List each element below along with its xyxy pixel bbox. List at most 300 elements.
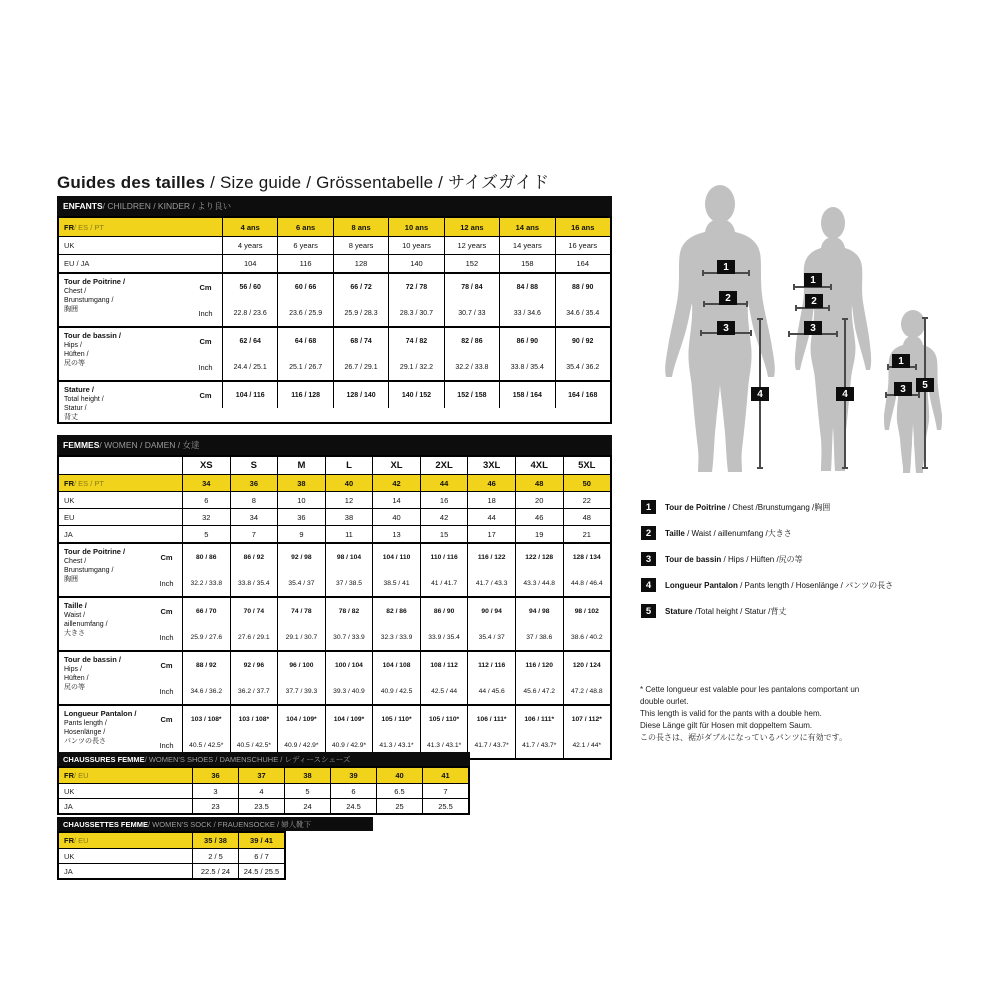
size-cell: 12 ans xyxy=(444,218,499,236)
row-label xyxy=(59,833,192,848)
measure-values xyxy=(189,328,610,380)
size-cell: 158 xyxy=(499,255,554,272)
measure-unit-row xyxy=(151,678,610,704)
measure-unit-row xyxy=(189,382,610,408)
size-cell: 36 xyxy=(192,768,238,783)
size-cell: 6 xyxy=(330,784,376,798)
measure-cell: 110 / 116 xyxy=(420,544,468,570)
size-cell: 6 years xyxy=(277,237,332,254)
measure-cell: 38.6 / 40.2 xyxy=(563,624,611,650)
unit-label: Cm xyxy=(160,606,173,616)
legend-term: Stature xyxy=(665,606,693,616)
legend-text xyxy=(665,580,893,591)
size-cell: 40 xyxy=(325,475,373,491)
shoes-header-translations: / WOMEN'S SHOES / DAMENSCHUHE / レディースシューズ xyxy=(144,754,351,764)
row-label-rest: JA xyxy=(64,529,73,539)
measure-cell: 140 / 152 xyxy=(388,382,443,408)
size-cell: 14 xyxy=(372,492,420,508)
size-cell: 36 xyxy=(277,509,325,525)
row-label xyxy=(59,492,182,508)
measure-cell: 112 / 116 xyxy=(467,652,515,678)
measure-unit-row xyxy=(189,354,610,380)
marker-waist: 2 xyxy=(805,294,823,308)
legend-number-badge: 1 xyxy=(641,500,656,514)
unit-label: Cm xyxy=(160,552,173,562)
measure-cell: 107 / 112* xyxy=(563,706,611,732)
measure-cell: 30.7 / 33.9 xyxy=(325,624,373,650)
measure-cell: 120 / 124 xyxy=(563,652,611,678)
unit-label: Inch xyxy=(159,578,174,588)
size-cell: S xyxy=(230,457,278,474)
legend-number-badge: 2 xyxy=(641,526,656,540)
page-title-main: Guides des tailles xyxy=(57,173,206,192)
size-cell: 2 / 5 xyxy=(192,849,238,863)
measure-unit-row xyxy=(151,544,610,570)
row-label xyxy=(59,768,192,783)
marker-chest: 1 xyxy=(804,273,822,287)
women-header-translations: / WOMEN / DAMEN / 女達 xyxy=(99,440,200,450)
measure-cell: 34.6 / 36.2 xyxy=(182,678,230,704)
size-cell: 15 xyxy=(420,526,468,542)
legend-term: Tour de bassin xyxy=(665,554,722,564)
size-cell: 50 xyxy=(563,475,611,491)
size-cell: 40 xyxy=(376,768,422,783)
row-label xyxy=(59,784,192,798)
unit-label: Cm xyxy=(199,336,212,346)
size-cell: 25.5 xyxy=(422,799,468,813)
size-cell: 10 years xyxy=(388,237,443,254)
size-cell: 20 xyxy=(515,492,563,508)
measure-label xyxy=(59,544,151,596)
size-cell: 164 xyxy=(555,255,610,272)
measure-unit-row xyxy=(189,300,610,326)
size-cell: 5 xyxy=(182,526,230,542)
measure-cell: 108 / 112 xyxy=(420,652,468,678)
size-cell: L xyxy=(325,457,373,474)
size-cell: 48 xyxy=(563,509,611,525)
size-cell: 40 xyxy=(372,509,420,525)
measure-label-line: Waist / xyxy=(64,611,86,619)
measure-cell: 37.7 / 39.3 xyxy=(277,678,325,704)
shoes-header-title: CHAUSSURES FEMME xyxy=(63,754,145,764)
size-cell: 34 xyxy=(230,509,278,525)
unit-label: Cm xyxy=(160,660,173,670)
footnote-line: この長さは、裾がダブルになっているパンツに有効です。 xyxy=(640,733,848,742)
size-cell: 46 xyxy=(467,475,515,491)
size-cell: 22.5 / 24 xyxy=(192,864,238,878)
size-table-row xyxy=(59,474,610,491)
legend-text xyxy=(665,528,792,539)
size-cell: 44 xyxy=(420,475,468,491)
size-cell: 128 xyxy=(333,255,388,272)
measure-cell: 70 / 74 xyxy=(230,598,278,624)
size-table-row xyxy=(59,491,610,508)
measure-cell: 40.9 / 42.9* xyxy=(325,732,373,758)
measure-cell: 104 / 109* xyxy=(325,706,373,732)
size-cell: 8 years xyxy=(333,237,388,254)
measure-label-line: Hips / xyxy=(64,665,82,673)
size-cell: 39 xyxy=(330,768,376,783)
measure-cell: 116 / 128 xyxy=(277,382,332,408)
row-label-main: FR xyxy=(64,771,74,780)
row-label-rest: UK xyxy=(64,495,75,505)
size-cell: 5XL xyxy=(563,457,611,474)
size-cell: 6.5 xyxy=(376,784,422,798)
size-table-row xyxy=(59,863,284,878)
size-cell: 22 xyxy=(563,492,611,508)
measure-cell: 44.8 / 46.4 xyxy=(563,570,611,596)
legend-term: Taille xyxy=(665,528,685,538)
measure-cell: 88 / 92 xyxy=(182,652,230,678)
size-cell: 39 / 41 xyxy=(238,833,284,848)
legend-number-badge: 4 xyxy=(641,578,656,592)
measure-row-group xyxy=(59,704,610,758)
measure-cell: 32.3 / 33.9 xyxy=(372,624,420,650)
measure-cell: 84 / 88 xyxy=(499,274,554,300)
marker-hips: 3 xyxy=(894,382,912,396)
measure-cell: 74 / 82 xyxy=(388,328,443,354)
size-cell: 2XL xyxy=(420,457,468,474)
unit-label: Cm xyxy=(199,390,212,400)
measure-cell: 106 / 111* xyxy=(467,706,515,732)
measure-cell: 23.6 / 25.9 xyxy=(277,300,332,326)
size-cell: 4 ans xyxy=(222,218,277,236)
measure-label-line: 背丈 xyxy=(64,413,78,421)
measure-cell: 41 / 41.7 xyxy=(420,570,468,596)
measure-unit-row xyxy=(151,652,610,678)
size-cell: 4XL xyxy=(515,457,563,474)
size-table-row xyxy=(59,783,468,798)
size-cell: 7 xyxy=(230,526,278,542)
marker-pants-length: 4 xyxy=(836,387,854,401)
measure-label-line: 大きさ xyxy=(64,629,85,637)
measure-cell: 38.5 / 41 xyxy=(372,570,420,596)
measure-cell: 116 / 120 xyxy=(515,652,563,678)
measure-cell: 96 / 100 xyxy=(277,652,325,678)
marker-waist: 2 xyxy=(719,291,737,305)
unit-label: Inch xyxy=(198,362,213,372)
unit-label: Cm xyxy=(160,714,173,724)
children-header-translations: / CHILDREN / KINDER / より良い xyxy=(102,201,232,211)
measure-cell: 106 / 111* xyxy=(515,706,563,732)
size-cell: 36 xyxy=(230,475,278,491)
measure-cell: 40.5 / 42.5* xyxy=(230,732,278,758)
marker-hips: 3 xyxy=(804,321,822,335)
row-label xyxy=(59,864,192,878)
page-title xyxy=(57,168,549,193)
measure-cell: 42.1 / 44* xyxy=(563,732,611,758)
footnote-line: Diese Länge gilt für Hosen mit doppeltem Saum. xyxy=(640,721,813,730)
size-cell: 14 ans xyxy=(499,218,554,236)
measure-cell: 74 / 78 xyxy=(277,598,325,624)
measure-cell: 103 / 108* xyxy=(230,706,278,732)
measure-cell: 72 / 78 xyxy=(388,274,443,300)
children-size-table xyxy=(57,196,612,424)
marker-chest: 1 xyxy=(892,354,910,368)
measure-unit-row xyxy=(151,624,610,650)
row-label-rest: / EU xyxy=(74,771,89,780)
size-cell: 16 xyxy=(420,492,468,508)
size-table-row xyxy=(59,236,610,254)
measure-cell: 44 / 45.6 xyxy=(467,678,515,704)
row-label-rest: EU / JA xyxy=(64,259,90,268)
footnote-line: double ourlet. xyxy=(640,697,689,706)
measure-label-line: Hüften / xyxy=(64,674,89,682)
row-label xyxy=(59,475,182,491)
size-cell: 24.5 / 25.5 xyxy=(238,864,284,878)
measure-cell: 24.4 / 25.1 xyxy=(222,354,277,380)
shoes-table-body xyxy=(57,766,470,815)
socks-table-body xyxy=(57,831,286,880)
measure-cell: 33 / 34.6 xyxy=(499,300,554,326)
size-cell: 25 xyxy=(376,799,422,813)
unit-label: Inch xyxy=(159,632,174,642)
measure-label xyxy=(59,382,189,422)
measure-cell: 35.4 / 37 xyxy=(277,570,325,596)
measure-cell: 78 / 82 xyxy=(325,598,373,624)
measure-cell: 22.8 / 23.6 xyxy=(222,300,277,326)
measure-label-line: Brunstumgang / xyxy=(64,566,114,574)
measure-label-line: 胸囲 xyxy=(64,575,78,583)
size-cell: 38 xyxy=(284,768,330,783)
measure-label-line: Statur / xyxy=(64,404,87,412)
row-label xyxy=(59,255,222,272)
women-table-body xyxy=(57,455,612,760)
size-cell: 10 ans xyxy=(388,218,443,236)
measure-cell: 78 / 84 xyxy=(444,274,499,300)
measure-cell: 29.1 / 30.7 xyxy=(277,624,325,650)
measure-row-group xyxy=(59,596,610,650)
measure-cell: 104 / 109* xyxy=(277,706,325,732)
measure-cell: 116 / 122 xyxy=(467,544,515,570)
measure-cell: 86 / 90 xyxy=(499,328,554,354)
measure-cell: 27.6 / 29.1 xyxy=(230,624,278,650)
measure-label-line: Hosenlänge / xyxy=(64,728,106,736)
measure-label-main: Tour de bassin / xyxy=(64,331,121,340)
measure-cell: 82 / 86 xyxy=(444,328,499,354)
measure-unit-row xyxy=(151,570,610,596)
measure-cell: 60 / 66 xyxy=(277,274,332,300)
row-label-rest: UK xyxy=(64,851,75,861)
measure-cell: 94 / 98 xyxy=(515,598,563,624)
marker-stature: 5 xyxy=(916,378,934,392)
measure-values xyxy=(151,544,610,596)
measure-cell: 34.6 / 35.4 xyxy=(555,300,610,326)
measure-values xyxy=(151,598,610,650)
measure-cell: 28.3 / 30.7 xyxy=(388,300,443,326)
measure-label-line: Chest / xyxy=(64,557,87,565)
measurement-figures xyxy=(640,180,985,480)
legend-translations: / Waist / aillenumfang /大きさ xyxy=(684,528,792,538)
row-label-rest: / ES / PT xyxy=(74,222,105,232)
measure-label-line: Pants length / xyxy=(64,719,107,727)
size-cell: 19 xyxy=(515,526,563,542)
measure-label xyxy=(59,706,151,758)
measure-cell: 92 / 96 xyxy=(230,652,278,678)
measure-unit-row xyxy=(151,598,610,624)
unit-label: Inch xyxy=(198,308,213,318)
size-cell: 12 years xyxy=(444,237,499,254)
size-cell: 9 xyxy=(277,526,325,542)
measure-label-main: Taille / xyxy=(64,601,87,610)
measure-cell: 105 / 110* xyxy=(372,706,420,732)
measure-cell: 88 / 90 xyxy=(555,274,610,300)
size-cell: 152 xyxy=(444,255,499,272)
size-cell: 10 xyxy=(277,492,325,508)
size-cell: 7 xyxy=(422,784,468,798)
row-label xyxy=(59,509,182,525)
shoes-table-header xyxy=(57,752,470,766)
legend-translations: / Chest /Brunstumgang /胸囲 xyxy=(725,502,831,512)
unit-label: Inch xyxy=(159,740,174,750)
measure-label-main: Tour de Poitrine / xyxy=(64,277,126,286)
measure-cell: 41.3 / 43.1* xyxy=(420,732,468,758)
measure-cell: 30.7 / 33 xyxy=(444,300,499,326)
measure-cell: 103 / 108* xyxy=(182,706,230,732)
size-cell: XS xyxy=(182,457,230,474)
size-cell: 42 xyxy=(420,509,468,525)
pants-length-footnote xyxy=(640,684,978,744)
measure-label-line: Chest / xyxy=(64,287,87,295)
size-cell: 116 xyxy=(277,255,332,272)
measurement-legend xyxy=(641,500,893,630)
legend-term: Longueur Pantalon xyxy=(665,580,738,590)
size-cell: 6 xyxy=(182,492,230,508)
measure-cell: 33.9 / 35.4 xyxy=(420,624,468,650)
size-cell: 24.5 xyxy=(330,799,376,813)
measure-label-line: aillenumfang / xyxy=(64,620,108,628)
measure-row-group xyxy=(59,542,610,596)
measure-values xyxy=(189,274,610,326)
measure-cell: 36.2 / 37.7 xyxy=(230,678,278,704)
legend-item xyxy=(641,552,893,566)
measure-cell: 62 / 64 xyxy=(222,328,277,354)
row-label xyxy=(59,237,222,254)
measure-label-line: Hüften / xyxy=(64,350,89,358)
measure-cell: 80 / 86 xyxy=(182,544,230,570)
measure-label-line: Total height / xyxy=(64,395,104,403)
unit-label: Inch xyxy=(159,686,174,696)
size-cell: 4 years xyxy=(222,237,277,254)
footnote-line: This length is valid for the pants with a double hem. xyxy=(640,709,822,718)
row-label-rest: / ES / PT xyxy=(74,478,105,488)
measure-cell: 66 / 72 xyxy=(333,274,388,300)
measure-label-main: Tour de Poitrine / xyxy=(64,547,126,556)
size-table-row xyxy=(59,525,610,542)
size-cell: 8 ans xyxy=(333,218,388,236)
children-table-body xyxy=(57,216,612,424)
measure-cell: 43.3 / 44.8 xyxy=(515,570,563,596)
row-label-rest: JA xyxy=(64,801,73,811)
measure-label-main: Tour de bassin / xyxy=(64,655,121,664)
size-cell: 18 xyxy=(467,492,515,508)
measure-row-group xyxy=(59,326,610,380)
measure-values xyxy=(189,382,610,422)
measure-cell: 128 / 140 xyxy=(333,382,388,408)
measure-cell: 68 / 74 xyxy=(333,328,388,354)
women-socks-table xyxy=(57,817,373,880)
measure-cell: 45.6 / 47.2 xyxy=(515,678,563,704)
measure-cell: 41.3 / 43.1* xyxy=(372,732,420,758)
socks-header-title: CHAUSSETTES FEMME xyxy=(63,819,149,829)
row-label-rest: JA xyxy=(64,866,73,876)
measure-cell: 82 / 86 xyxy=(372,598,420,624)
measure-cell: 40.9 / 42.9* xyxy=(277,732,325,758)
size-cell: 42 xyxy=(372,475,420,491)
legend-text xyxy=(665,606,786,617)
measure-cell: 105 / 110* xyxy=(420,706,468,732)
measure-cell: 104 / 108 xyxy=(372,652,420,678)
measure-unit-row xyxy=(151,706,610,732)
measure-cell: 158 / 164 xyxy=(499,382,554,408)
legend-translations: / Pants length / Hosenlänge / パンツの長さ xyxy=(737,580,894,590)
size-cell: 21 xyxy=(563,526,611,542)
size-cell: 37 xyxy=(238,768,284,783)
measure-cell: 32.2 / 33.8 xyxy=(444,354,499,380)
row-label-main: FR xyxy=(64,222,74,232)
size-table-row xyxy=(59,848,284,863)
children-table-header xyxy=(57,196,612,216)
measure-label xyxy=(59,598,151,650)
measure-cell: 26.7 / 29.1 xyxy=(333,354,388,380)
women-header-title: FEMMES xyxy=(63,440,100,450)
size-cell: 13 xyxy=(372,526,420,542)
row-label-main: FR xyxy=(64,836,74,845)
size-table-row xyxy=(59,833,284,848)
measure-unit-row xyxy=(189,274,610,300)
measure-cell: 42.5 / 44 xyxy=(420,678,468,704)
women-table-header xyxy=(57,435,612,455)
row-label-rest: UK xyxy=(64,241,75,250)
row-label xyxy=(59,526,182,542)
size-cell: 4 xyxy=(238,784,284,798)
size-cell: 16 ans xyxy=(555,218,610,236)
measure-cell: 86 / 90 xyxy=(420,598,468,624)
size-cell: 41 xyxy=(422,768,468,783)
woman-silhouette xyxy=(785,205,880,475)
measure-cell: 40.5 / 42.5* xyxy=(182,732,230,758)
measure-cell: 56 / 60 xyxy=(222,274,277,300)
size-cell: 44 xyxy=(467,509,515,525)
size-cell: 3 xyxy=(192,784,238,798)
size-table-row xyxy=(59,768,468,783)
measure-cell: 41.7 / 43.3 xyxy=(467,570,515,596)
size-cell: 12 xyxy=(325,492,373,508)
legend-item xyxy=(641,500,893,514)
measure-cell: 40.9 / 42.5 xyxy=(372,678,420,704)
row-label xyxy=(59,218,222,236)
measure-values xyxy=(151,706,610,758)
women-shoes-table xyxy=(57,752,470,815)
measure-cell: 35.4 / 36.2 xyxy=(555,354,610,380)
measure-unit-row xyxy=(189,328,610,354)
size-table-row xyxy=(59,218,610,236)
measure-cell: 37 / 38.5 xyxy=(325,570,373,596)
size-cell: XL xyxy=(372,457,420,474)
legend-text xyxy=(665,502,830,513)
size-cell: 17 xyxy=(467,526,515,542)
measure-cell: 64 / 68 xyxy=(277,328,332,354)
measure-cell: 104 / 110 xyxy=(372,544,420,570)
stature-measure-line xyxy=(924,317,926,469)
measure-cell: 25.9 / 27.6 xyxy=(182,624,230,650)
size-table-row xyxy=(59,457,610,474)
size-cell: 38 xyxy=(325,509,373,525)
measure-label-line: 胸囲 xyxy=(64,305,78,313)
measure-cell: 92 / 98 xyxy=(277,544,325,570)
unit-label: Cm xyxy=(199,282,212,292)
page-title-translations: / Size guide / Grössentabelle / サイズガイド xyxy=(205,173,550,192)
